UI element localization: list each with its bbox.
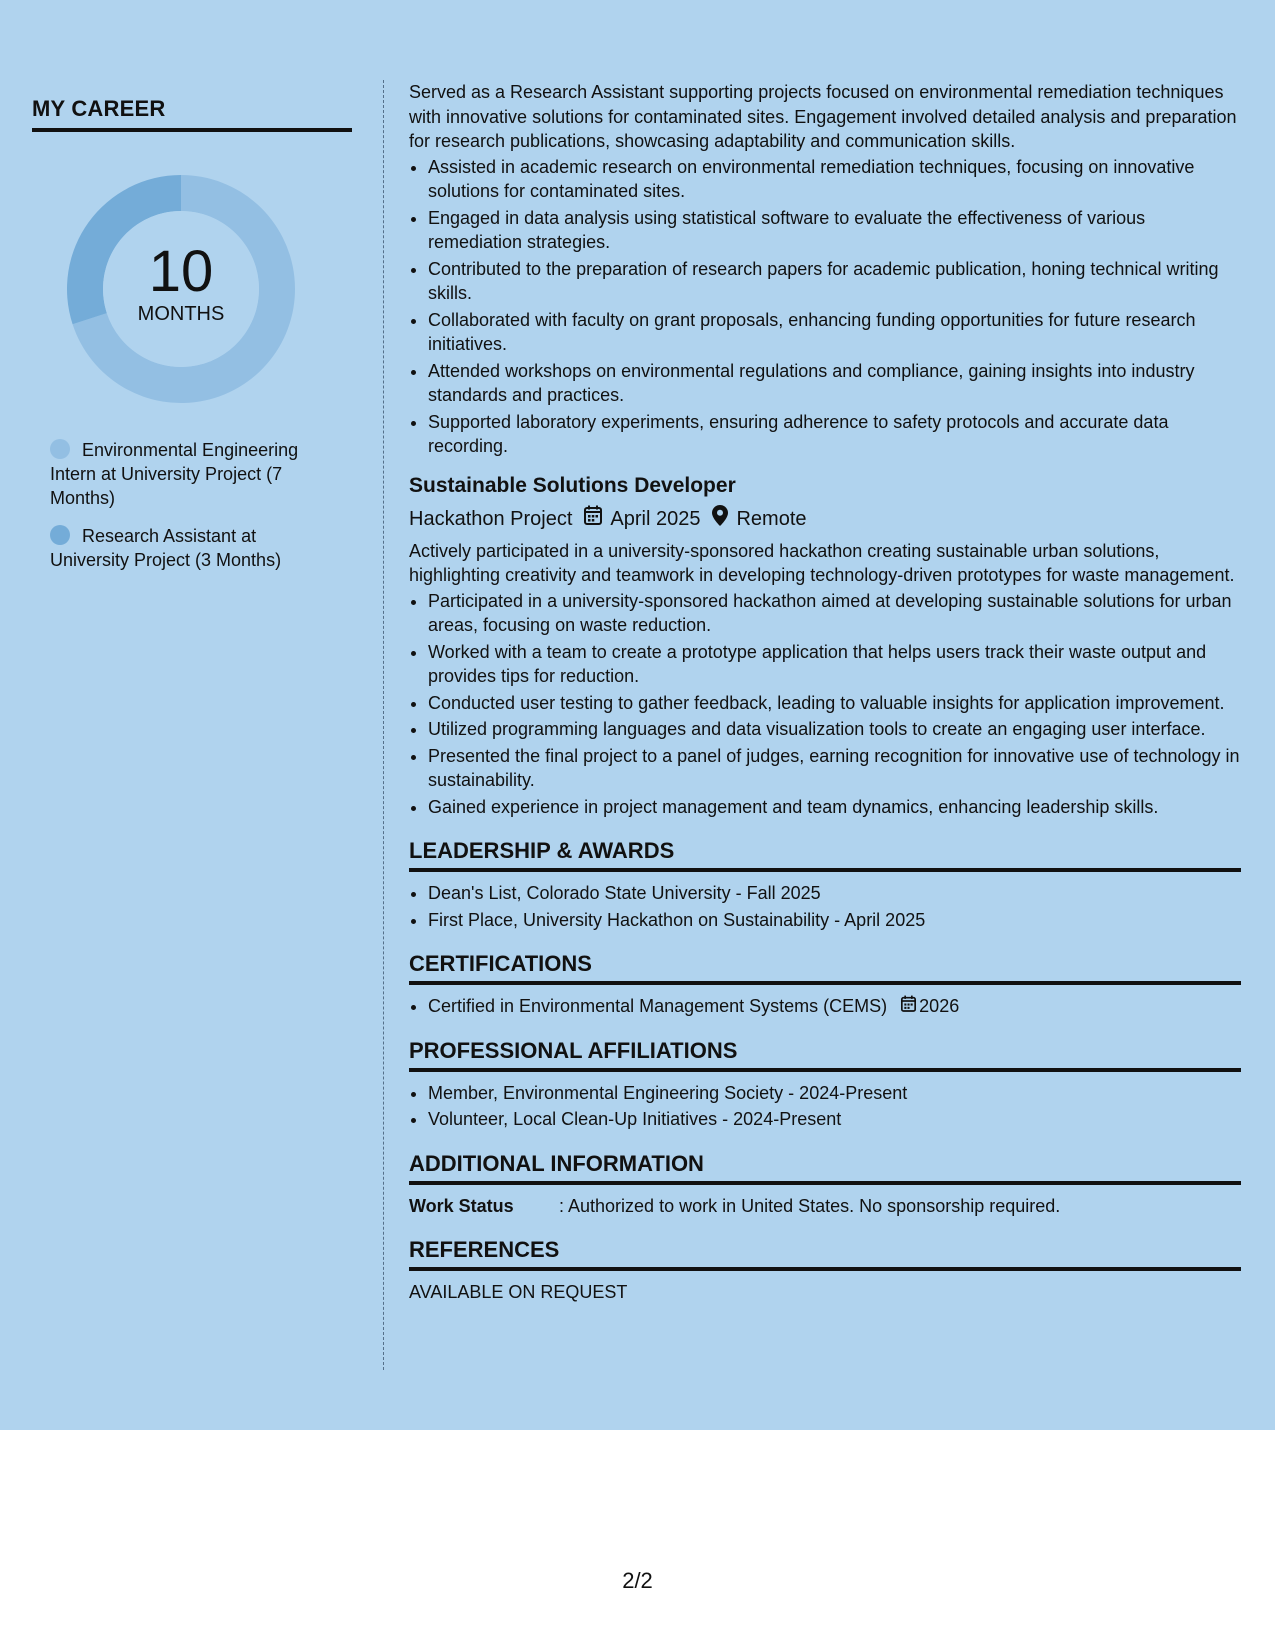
affiliations-list — [428, 1081, 1241, 1132]
job-title: Sustainable Solutions Developer — [409, 473, 736, 497]
donut-unit: MONTHS — [137, 303, 225, 325]
legend-dot — [50, 439, 70, 459]
list-item: • Dean's List, Colorado State University - Fall 2025 — [428, 881, 1241, 906]
work-status-label: Work Status — [409, 1195, 514, 1216]
affiliations-heading: PROFESSIONAL AFFILIATIONS — [409, 1037, 1241, 1072]
job-date: April 2025 — [610, 508, 701, 530]
career-donut-chart — [66, 174, 296, 404]
career-heading: MY CAREER — [32, 96, 352, 132]
sidebar — [32, 96, 352, 586]
donut-total-value: 10 — [148, 239, 214, 304]
calendar-icon — [584, 505, 602, 533]
list-item: • Attended workshops on environmental regulations and compliance, gaining insights into industry standards and practices. — [428, 359, 1241, 408]
list-item: • First Place, University Hackathon on Sustainability - April 2025 — [428, 908, 1241, 933]
job-location: Remote — [736, 508, 807, 530]
list-item: • Contributed to the preparation of research papers for academic publication, honing technical writing skills. — [428, 257, 1241, 306]
list-item: • Supported laboratory experiments, ensuring adherence to safety protocols and accurate data recording. — [428, 410, 1241, 459]
references-heading: REFERENCES — [409, 1236, 1241, 1271]
donut-center — [66, 174, 296, 404]
calendar-icon — [901, 994, 916, 1019]
certifications-list — [428, 994, 1241, 1019]
page-number: 2/2 — [622, 1568, 653, 1593]
list-item: • Volunteer, Local Clean-Up Initiatives - 2024-Present — [428, 1107, 1241, 1132]
donut-legend — [50, 438, 352, 572]
list-item: • Member, Environmental Engineering Society - 2024-Present — [428, 1081, 1241, 1106]
list-item: • Worked with a team to create a prototype application that helps users track their waste output and provides tips for reduction. — [428, 640, 1241, 689]
column-divider — [383, 80, 384, 1370]
work-status-value: : Authorized to work in United States. No sponsorship required. — [559, 1195, 1061, 1216]
job-bullets — [428, 155, 1241, 459]
work-status-row — [409, 1194, 1241, 1219]
certification-name: • Certified in Environmental Management Systems (CEMS) — [428, 996, 888, 1016]
job-bullets — [428, 589, 1241, 820]
additional-info-heading: ADDITIONAL INFORMATION — [409, 1150, 1241, 1185]
legend-item — [50, 438, 320, 510]
job-description: Actively participated in a university-sponsored hackathon creating sustainable urban solutions, highlighting creativity and teamwork in developing technology-driven prototypes for waste management. — [409, 540, 1235, 585]
legend-label: Research Assistant at University Project (3 Months) — [50, 526, 282, 570]
legend-dot — [50, 525, 70, 545]
certification-year: 2026 — [919, 996, 960, 1016]
certifications-heading: CERTIFICATIONS — [409, 950, 1241, 985]
references-text: AVAILABLE ON REQUEST — [409, 1282, 628, 1302]
job-description: Served as a Research Assistant supporting projects focused on environmental remediation techniques with innovative solutions for contaminated sites. Engagement involved detailed analysis and preparation for research publications, showcasing adaptability and communication skills. — [409, 82, 1237, 151]
list-item: • Collaborated with faculty on grant proposals, enhancing funding opportunities for future research initiatives. — [428, 308, 1241, 357]
legend-item — [50, 524, 320, 572]
awards-heading: LEADERSHIP & AWARDS — [409, 837, 1241, 872]
list-item: • Gained experience in project management and team dynamics, enhancing leadership skills. — [428, 795, 1241, 820]
list-item: • Assisted in academic research on environmental remediation techniques, focusing on innovative solutions for contaminated sites. — [428, 155, 1241, 204]
list-item — [428, 994, 1241, 1019]
main-content — [409, 80, 1241, 1305]
list-item: • Conducted user testing to gather feedback, leading to valuable insights for application improvement. — [428, 691, 1241, 716]
list-item: • Engaged in data analysis using statistical software to evaluate the effectiveness of various remediation strategies. — [428, 206, 1241, 255]
list-item: • Utilized programming languages and data visualization tools to create an engaging user interface. — [428, 717, 1241, 742]
map-pin-icon — [712, 505, 728, 534]
legend-label: Environmental Engineering Intern at University Project (7 Months) — [50, 440, 299, 508]
awards-list — [428, 881, 1241, 932]
job-meta — [409, 505, 1241, 534]
job-organization: Hackathon Project — [409, 508, 573, 530]
list-item: • Presented the final project to a panel of judges, earning recognition for innovative use of technology in sustainability. — [428, 744, 1241, 793]
list-item: • Participated in a university-sponsored hackathon aimed at developing sustainable solutions for urban areas, focusing on waste reduction. — [428, 589, 1241, 638]
